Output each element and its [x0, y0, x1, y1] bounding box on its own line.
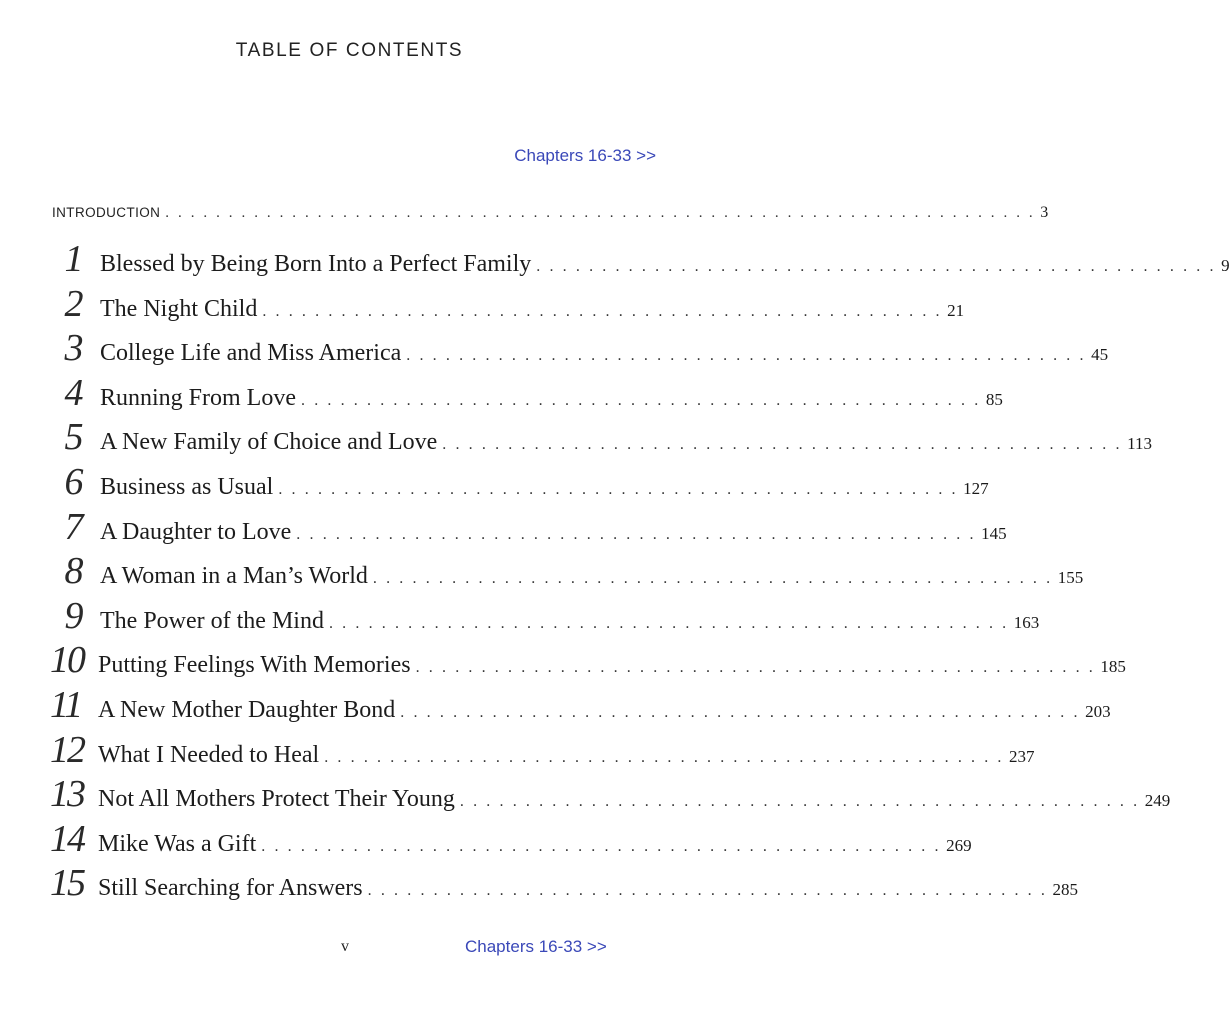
dot-leader: . . . . . . . . . . . . . . . . . . . . . . . . . . . . . . . . . . . . . . . . . . . . . . . . . . . .: [372, 570, 1053, 588]
chapter-title: A New Family of Choice and Love: [100, 429, 438, 456]
toc-introduction-row[interactable]: [52, 204, 1049, 222]
page-title: TABLE OF CONTENTS: [235, 40, 464, 61]
toc-introduction-label: INTRODUCTION: [52, 205, 161, 220]
toc-introduction-page: 3: [1040, 204, 1049, 221]
chapter-title: The Power of the Mind: [100, 607, 324, 634]
dot-leader: . . . . . . . . . . . . . . . . . . . . . . . . . . . . . . . . . . . . . . . . . . . . . . . . . . . . . . . . . . . . . . . . . . . . .: [165, 205, 1036, 221]
chapter-number: 15: [50, 862, 84, 905]
chapter-title: A Woman in a Man’s World: [100, 563, 368, 590]
toc-chapter-row[interactable]: [48, 238, 1230, 285]
chapter-number: 4: [64, 371, 84, 414]
toc-chapter-row[interactable]: [48, 282, 965, 330]
toc-chapter-row[interactable]: [48, 862, 1078, 909]
dot-leader: . . . . . . . . . . . . . . . . . . . . . . . . . . . . . . . . . . . . . . . . . . . . . . . . . . . .: [415, 659, 1096, 677]
chapter-title: The Night Child: [100, 295, 258, 322]
chapter-title: Still Searching for Answers: [98, 875, 363, 902]
chapter-page: 155: [1057, 568, 1084, 588]
chapter-title: A Daughter to Love: [100, 518, 292, 545]
page-folio: v: [341, 938, 349, 955]
toc-chapter-row[interactable]: [48, 371, 1003, 419]
chapter-title: Business as Usual: [100, 473, 274, 500]
chapters-16-33-link-bottom[interactable]: Chapters 16-33 >>: [465, 937, 607, 956]
chapter-number: 11: [50, 683, 82, 726]
chapter-page: 163: [1013, 612, 1040, 632]
dot-leader: . . . . . . . . . . . . . . . . . . . . . . . . . . . . . . . . . . . . . . . . . . . . . . . . . . . .: [261, 837, 942, 855]
dot-leader: . . . . . . . . . . . . . . . . . . . . . . . . . . . . . . . . . . . . . . . . . . . . . . . . . . . .: [406, 347, 1087, 365]
chapter-page: 9: [1221, 256, 1230, 275]
chapter-title: What I Needed to Heal: [98, 741, 320, 768]
toc-chapter-row[interactable]: [48, 327, 1109, 374]
chapter-title: Not All Mothers Protect Their Young: [98, 786, 455, 813]
chapter-title: Running From Love: [100, 384, 296, 411]
chapter-title: College Life and Miss America: [100, 340, 402, 367]
chapter-number: 8: [64, 550, 84, 593]
toc-chapter-row[interactable]: [48, 416, 1152, 463]
chapter-page: 85: [985, 389, 1003, 409]
chapter-title: A New Mother Daughter Bond: [98, 696, 396, 723]
chapter-title: Putting Feelings With Memories: [98, 652, 411, 679]
chapter-page: 21: [947, 300, 965, 320]
chapter-title: Mike Was a Gift: [98, 830, 257, 857]
chapter-page: 249: [1144, 791, 1171, 811]
dot-leader: . . . . . . . . . . . . . . . . . . . . . . . . . . . . . . . . . . . . . . . . . . . . . . . . . . . .: [262, 302, 943, 320]
dot-leader: . . . . . . . . . . . . . . . . . . . . . . . . . . . . . . . . . . . . . . . . . . . . . . . . . . . .: [296, 525, 977, 543]
chapter-page: 45: [1091, 345, 1109, 365]
chapter-number: 12: [50, 728, 84, 771]
chapter-page: 185: [1100, 657, 1126, 677]
chapter-page: 145: [981, 523, 1007, 543]
toc-chapter-list: [48, 238, 1230, 909]
toc-chapter-row[interactable]: [48, 773, 1171, 820]
chapter-number: 5: [64, 416, 84, 459]
toc-chapter-row[interactable]: [48, 817, 972, 865]
dot-leader: . . . . . . . . . . . . . . . . . . . . . . . . . . . . . . . . . . . . . . . . . . . . . . . . . . . .: [301, 391, 981, 409]
chapter-number: 3: [64, 327, 84, 370]
dot-leader: . . . . . . . . . . . . . . . . . . . . . . . . . . . . . . . . . . . . . . . . . . . . . . . . . . . .: [459, 793, 1140, 811]
chapter-page: 127: [963, 478, 989, 498]
chapter-number: 7: [64, 505, 84, 548]
dot-leader: . . . . . . . . . . . . . . . . . . . . . . . . . . . . . . . . . . . . . . . . . . . . . . . . . . . .: [536, 258, 1217, 275]
toc-chapter-row[interactable]: [48, 639, 1126, 686]
toc-chapter-row[interactable]: [48, 594, 1040, 642]
toc-chapter-row[interactable]: [48, 728, 1035, 776]
chapter-page: 237: [1009, 746, 1035, 766]
toc-chapter-row[interactable]: [48, 550, 1084, 597]
dot-leader: . . . . . . . . . . . . . . . . . . . . . . . . . . . . . . . . . . . . . . . . . . . . . . . . . . . .: [324, 748, 1005, 766]
toc-chapter-row[interactable]: [48, 505, 1007, 553]
chapter-number: 9: [64, 594, 84, 637]
chapter-page: 269: [946, 835, 972, 855]
dot-leader: . . . . . . . . . . . . . . . . . . . . . . . . . . . . . . . . . . . . . . . . . . . . . . . . . . . .: [400, 703, 1081, 721]
chapter-page: 285: [1052, 880, 1078, 900]
chapter-number: 6: [64, 460, 84, 503]
dot-leader: . . . . . . . . . . . . . . . . . . . . . . . . . . . . . . . . . . . . . . . . . . . . . . . . . . . .: [278, 480, 959, 498]
chapter-number: 2: [64, 282, 84, 325]
chapter-number: 1: [64, 238, 84, 280]
chapters-16-33-link-top[interactable]: Chapters 16-33 >>: [514, 146, 656, 165]
chapter-page: 203: [1085, 701, 1111, 721]
dot-leader: . . . . . . . . . . . . . . . . . . . . . . . . . . . . . . . . . . . . . . . . . . . . . . . . . . . .: [367, 882, 1048, 900]
chapter-page: 113: [1127, 434, 1152, 454]
toc-chapter-row[interactable]: [48, 460, 989, 508]
dot-leader: . . . . . . . . . . . . . . . . . . . . . . . . . . . . . . . . . . . . . . . . . . . . . . . . . . . .: [328, 614, 1009, 632]
dot-leader: . . . . . . . . . . . . . . . . . . . . . . . . . . . . . . . . . . . . . . . . . . . . . . . . . . . .: [442, 436, 1123, 454]
chapter-title: Blessed by Being Born Into a Perfect Family: [100, 251, 532, 277]
chapter-number: 13: [50, 773, 84, 816]
toc-chapter-row[interactable]: [48, 683, 1111, 731]
chapter-number: 10: [50, 639, 84, 682]
chapter-number: 14: [50, 817, 84, 860]
